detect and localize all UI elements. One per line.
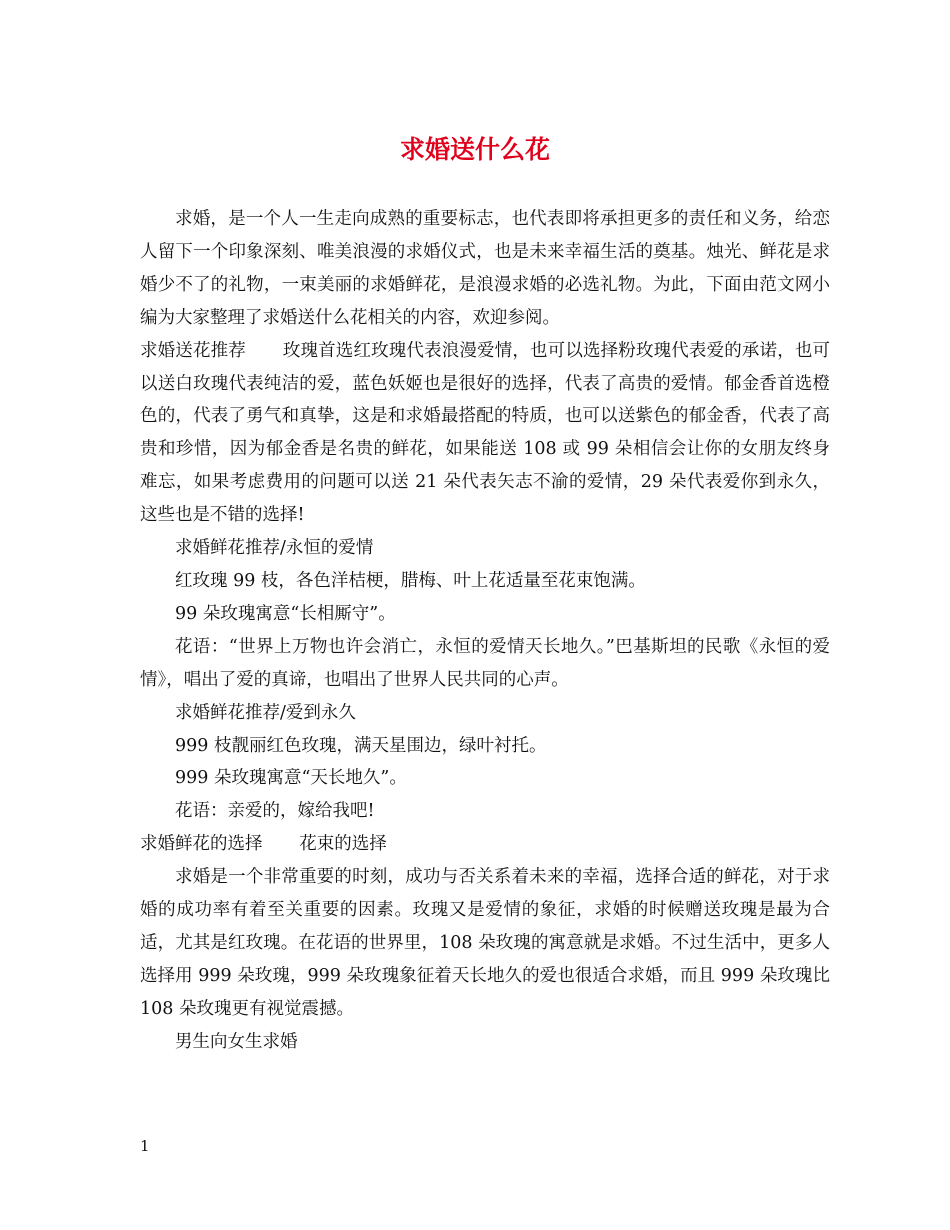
intro-paragraph: 求婚，是一个人一生走向成熟的重要标志，也代表即将承担更多的责任和义务，给恋人留下一个印象深刻、唯美浪漫的求婚仪式，也是未来幸福生活的奠基。烛光、鲜花是求婚少不了的礼物，一束美丽的求婚鲜花，是浪漫求婚的必选礼物。为此，下面由范文网小编为大家整理了求婚送什么花相关的内容，欢迎参阅。 bbox=[140, 209, 830, 328]
bouquet1-flower-language: 花语：“世界上万物也许会消亡，永恒的爱情天长地久。”巴基斯坦的民歌《永恒的爱情》，唱出了爱的真谛，也唱出了世界人民共同的心声。 bbox=[140, 636, 830, 690]
document-title: 求婚送什么花 bbox=[399, 135, 550, 164]
section2-last-line: 男生向女生求婚 bbox=[175, 1031, 298, 1052]
section2-heading-line bbox=[140, 828, 830, 861]
bouquet2-meaning: 999 朵玫瑰寓意“天长地久”。 bbox=[175, 768, 407, 789]
bouquet1-heading: 求婚鲜花推荐/永恒的爱情 bbox=[175, 538, 374, 559]
section1-text: 玫瑰首选红玫瑰代表浪漫爱情，也可以选择粉玫瑰代表爱的承诺，也可以送白玫瑰代表纯洁的爱，蓝色妖姬也是很好的选择，代表了高贵的爱情。郁金香首选橙色的，代表了勇气和真挚，这是和求婚最搭配的特质，也可以送紫色的郁金香，代表了高贵和珍惜，因为郁金香是名贵的鲜花，如果能送 108 或 99 朵相信会让你的女朋友终身难忘，如果考虑费用的问题可以送 21 朵代表矢志不渝的爱情，29 朵代表爱你到永久，这些也是不错的选择! bbox=[140, 340, 831, 526]
page-number: 1 bbox=[140, 1137, 150, 1155]
section2-paragraph: 求婚是一个非常重要的时刻，成功与否关系着未来的幸福，选择合适的鲜花，对于求婚的成功率有着至关重要的因素。玫瑰又是爱情的象征，求婚的时候赠送玫瑰是最为合适，尤其是红玫瑰。在花语的世界里，108 朵玫瑰的寓意就是求婚。不过生活中，更多人选择用 999 朵玫瑰，999 朵玫瑰象征着天长地久的爱也很适合求婚，而且 999 朵玫瑰比 108 朵玫瑰更有视觉震撼。 bbox=[140, 867, 830, 1019]
bouquet2-flower-language: 花语：亲爱的，嫁给我吧! bbox=[175, 801, 375, 822]
bouquet2-heading: 求婚鲜花推荐/爱到永久 bbox=[175, 702, 356, 723]
document-body bbox=[140, 203, 830, 1059]
bouquet2-materials: 999 枝靓丽红色玫瑰，满天星围边，绿叶衬托。 bbox=[175, 735, 547, 756]
section2-heading: 求婚鲜花的选择 bbox=[140, 834, 263, 855]
section1-heading: 求婚送花推荐 bbox=[140, 340, 246, 361]
section2-subheading: 花束的选择 bbox=[299, 834, 387, 855]
section1-paragraph bbox=[140, 335, 830, 532]
bouquet1-meaning: 99 朵玫瑰寓意“长相厮守”。 bbox=[175, 603, 396, 624]
bouquet1-materials: 红玫瑰 99 枝，各色洋桔梗，腊梅、叶上花适量至花束饱满。 bbox=[175, 570, 646, 591]
